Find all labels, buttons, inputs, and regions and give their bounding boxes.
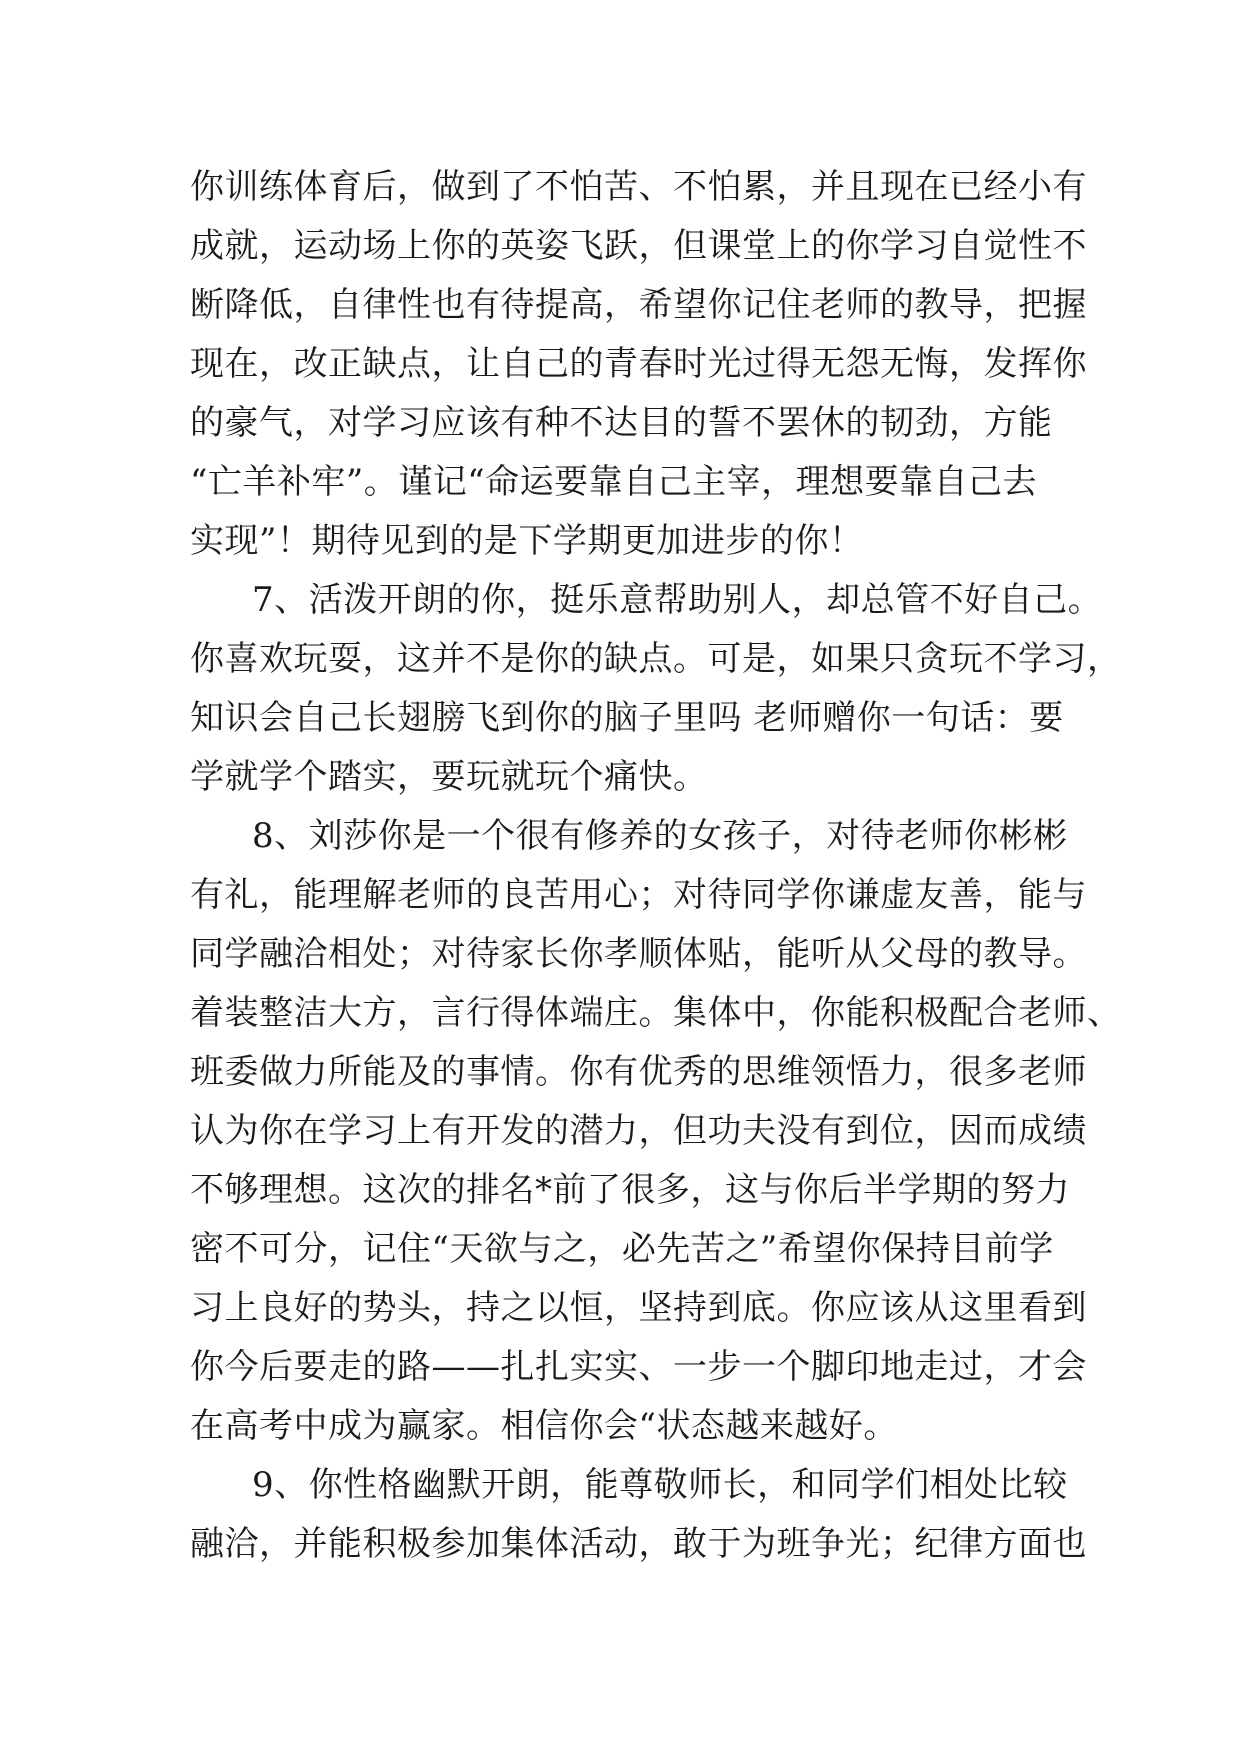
text-line: 着装整洁大方，言行得体端庄。集体中，你能积极配合老师、	[190, 993, 1122, 1033]
text-line: 成就，运动场上你的英姿飞跃，但课堂上的你学习自觉性不	[190, 226, 1087, 266]
paragraph-7	[190, 571, 1122, 807]
text-line: 密不可分，记住“天欲与之，必先苦之”希望你保持目前学	[190, 1229, 1054, 1269]
text-line: 你喜欢玩耍，这并不是你的缺点。可是，如果只贪玩不学习，	[190, 639, 1122, 679]
text-line: 的豪气，对学习应该有种不达目的誓不罢休的韧劲，方能	[190, 403, 1053, 443]
text-line: 知识会自己长翅膀飞到你的脑子里吗 老师赠你一句话：要	[190, 698, 1064, 738]
text-line: 断降低，自律性也有待提高，希望你记住老师的教导，把握	[190, 285, 1087, 325]
text-line: 融洽，并能积极参加集体活动，敢于为班争光；纪律方面也	[190, 1524, 1087, 1564]
text-line: 在高考中成为赢家。相信你会“状态越来越好。	[190, 1406, 898, 1446]
text-line: 班委做力所能及的事情。你有优秀的思维领悟力，很多老师	[190, 1052, 1087, 1092]
text-line: 不够理想。这次的排名*前了很多，这与你后半学期的努力	[190, 1170, 1070, 1210]
text-line: 9、你性格幽默开朗，能尊敬师长，和同学们相处比较	[252, 1465, 1068, 1505]
text-line: 同学融洽相处；对待家长你孝顺体贴，能听从父母的教导。	[190, 934, 1087, 974]
text-line: 学就学个踏实，要玩就玩个痛快。	[190, 757, 708, 797]
text-line: “亡羊补牢”。谨记“命运要靠自己主宰，理想要靠自己去	[190, 462, 1038, 502]
text-line: 7、活泼开朗的你，挺乐意帮助别人，却总管不好自己。	[252, 580, 1103, 620]
text-line: 你训练体育后，做到了不怕苦、不怕累，并且现在已经小有	[190, 167, 1087, 207]
paragraph-9	[190, 1456, 1087, 1574]
text-line: 8、刘莎你是一个很有修养的女孩子，对待老师你彬彬	[252, 816, 1068, 856]
text-line: 习上良好的势头，持之以恒，坚持到底。你应该从这里看到	[190, 1288, 1087, 1328]
document-body	[190, 158, 1122, 1574]
paragraph-8	[190, 807, 1122, 1456]
text-line: 现在，改正缺点，让自己的青春时光过得无怨无悔，发挥你	[190, 344, 1087, 384]
text-line: 认为你在学习上有开发的潜力，但功夫没有到位，因而成绩	[190, 1111, 1087, 1151]
text-line: 你今后要走的路——扎扎实实、一步一个脚印地走过，才会	[190, 1347, 1087, 1387]
text-line: 实现”！期待见到的是下学期更加进步的你！	[190, 521, 864, 561]
text-line: 有礼，能理解老师的良苦用心；对待同学你谦虚友善，能与	[190, 875, 1087, 915]
paragraph-6-continued	[190, 158, 1087, 571]
